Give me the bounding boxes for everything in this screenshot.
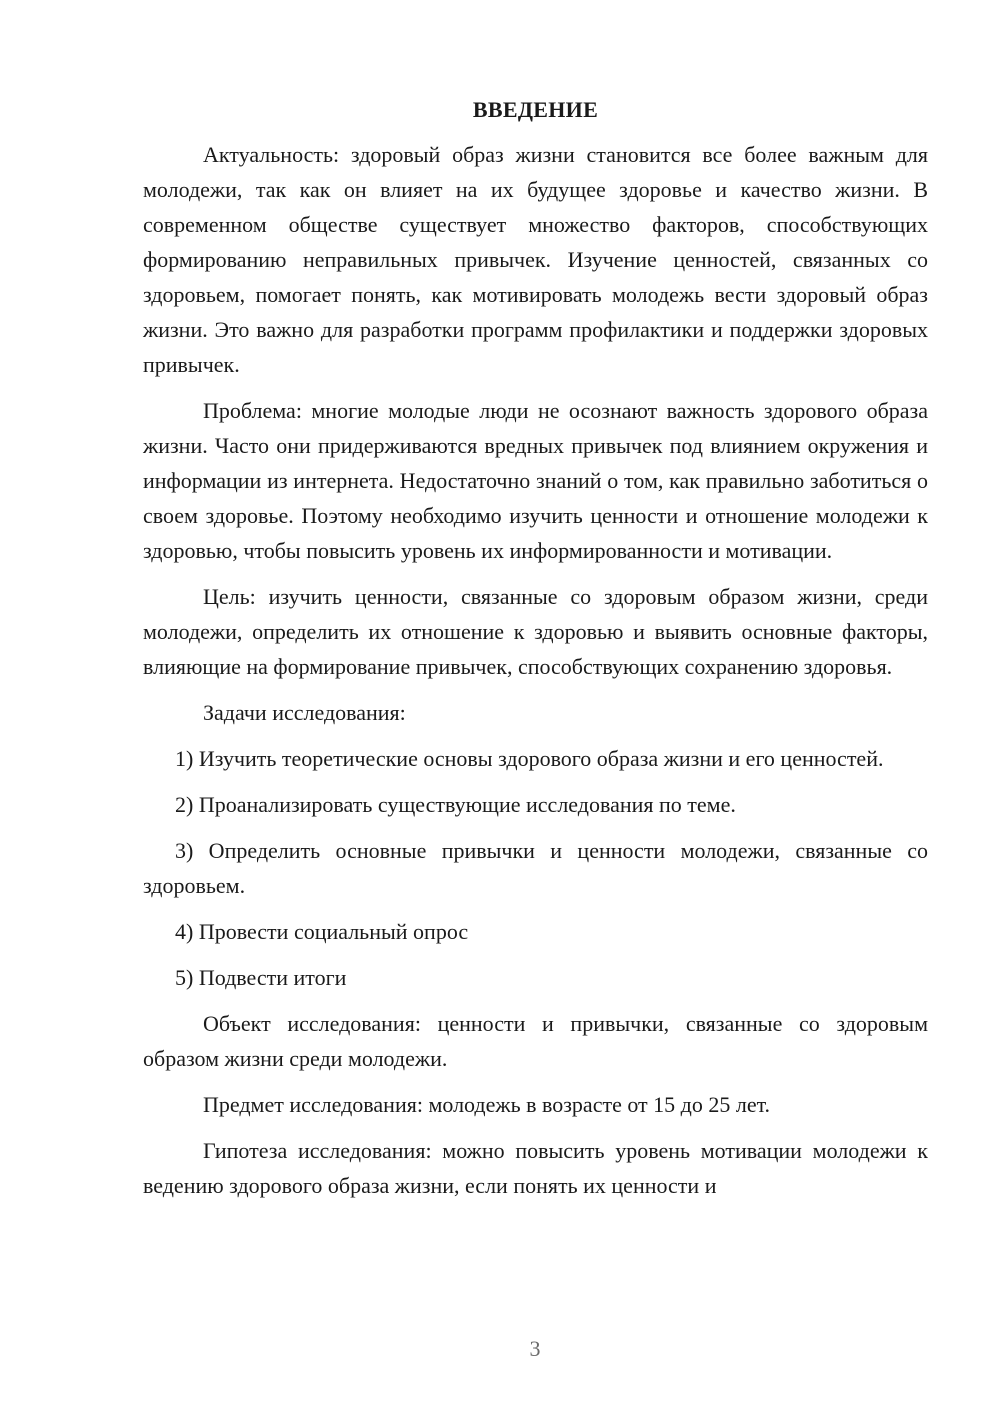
- paragraph-relevance: Актуальность: здоровый образ жизни становится все более важным для молодежи, так как он влияет на их будущее здоровье и качество жизни. В современном обществе существует множество факторов, способствующих формированию неправильных привычек. Изучение ценностей, связанных со здоровьем, помогает понять, как мотивировать молодежь вести здоровый образ жизни. Это важно для разработки программ профилактики и поддержки здоровых привычек.: [143, 142, 928, 377]
- page-content: [143, 95, 928, 1214]
- page-title: ВВЕДЕНИЕ: [472, 97, 599, 122]
- page-number: 3: [529, 1336, 541, 1361]
- list-item: 5) Подвести итоги: [175, 965, 347, 990]
- paragraph-hypothesis: Гипотеза исследования: можно повысить уровень мотивации молодежи к ведению здорового образа жизни, если понять их ценности и: [143, 1138, 928, 1198]
- list-item: 1) Изучить теоретические основы здорового образа жизни и его ценностей.: [175, 746, 884, 771]
- paragraph-subject: Предмет исследования: молодежь в возрасте от 15 до 25 лет.: [203, 1092, 771, 1117]
- tasks-list: [143, 741, 928, 995]
- paragraph-goal: Цель: изучить ценности, связанные со здоровым образом жизни, среди молодежи, определить их отношение к здоровью и выявить основные факторы, влияющие на формирование привычек, способствующих сохранению здоровья.: [143, 584, 928, 679]
- paragraph-object: Объект исследования: ценности и привычки, связанные со здоровым образом жизни среди молодежи.: [143, 1011, 928, 1071]
- list-item: 3) Определить основные привычки и ценности молодежи, связанные со здоровьем.: [143, 838, 928, 898]
- tasks-heading: Задачи исследования:: [203, 700, 406, 725]
- list-item: 2) Проанализировать существующие исследования по теме.: [175, 792, 736, 817]
- paragraph-problem: Проблема: многие молодые люди не осознают важность здорового образа жизни. Часто они придерживаются вредных привычек под влиянием окружения и информации из интернета. Недостаточно знаний о том, как правильно заботиться о своем здоровье. Поэтому необходимо изучить ценности и отношение молодежи к здоровью, чтобы повысить уровень их информированности и мотивации.: [143, 398, 928, 563]
- list-item: 4) Провести социальный опрос: [175, 919, 469, 944]
